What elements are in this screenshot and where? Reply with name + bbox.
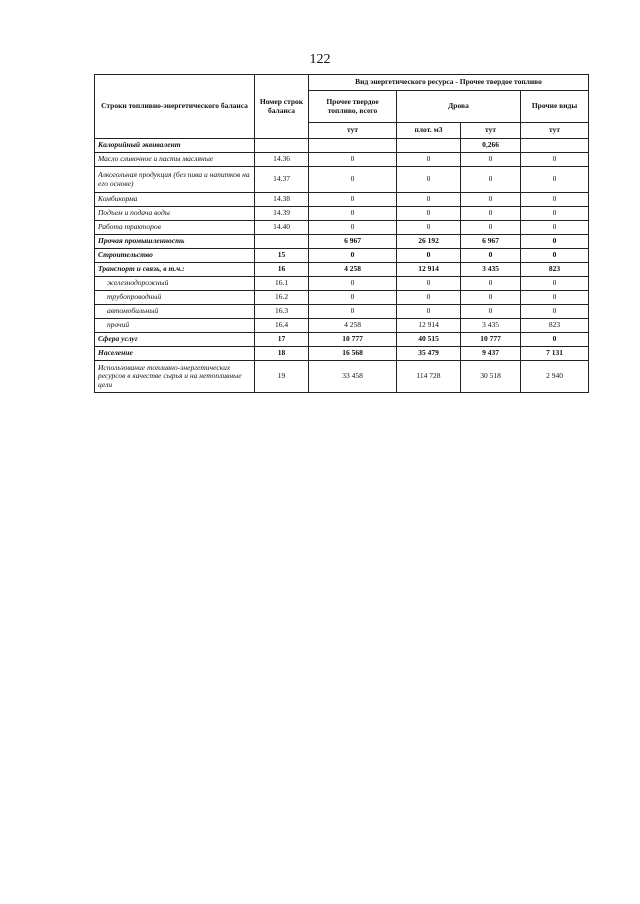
subheader-firewood: Дрова xyxy=(397,91,521,123)
row-name: Население xyxy=(95,347,255,361)
value-total-tut: 10 777 xyxy=(309,333,397,347)
value-total-tut: 0 xyxy=(309,221,397,235)
subheader-total: Прочее твердое топливо, всего xyxy=(309,91,397,123)
value-total-tut: 16 568 xyxy=(309,347,397,361)
resource-header: Вид энергетического ресурса - Прочее твердое топливо xyxy=(309,75,589,91)
table-row xyxy=(95,291,589,305)
value-other-tut: 0 xyxy=(521,153,589,167)
value-total-tut: 0 xyxy=(309,153,397,167)
value-firewood-volume: 0 xyxy=(397,277,461,291)
value-other-tut: 0 xyxy=(521,249,589,263)
value-total-tut: 0 xyxy=(309,291,397,305)
value-firewood-tut: 9 437 xyxy=(461,347,521,361)
row-name: Подъем и подача воды xyxy=(95,207,255,221)
value-firewood-volume: 35 479 xyxy=(397,347,461,361)
table-row xyxy=(95,305,589,319)
value-other-tut: 0 xyxy=(521,221,589,235)
row-name: Алкогольная продукция (без пива и напитков на его основе) xyxy=(95,167,255,193)
value-firewood-tut: 3 435 xyxy=(461,319,521,333)
row-name: автомобильный xyxy=(95,305,255,319)
row-code: 16.2 xyxy=(255,291,309,305)
table-body xyxy=(95,153,589,393)
row-name: Сфера услуг xyxy=(95,333,255,347)
row-name: Строительство xyxy=(95,249,255,263)
value-other-tut: 0 xyxy=(521,167,589,193)
value-other-tut: 0 xyxy=(521,235,589,249)
row-code: 17 xyxy=(255,333,309,347)
row-code: 16 xyxy=(255,263,309,277)
table-row xyxy=(95,207,589,221)
value-firewood-tut: 0 xyxy=(461,305,521,319)
value-total-tut: 0 xyxy=(309,249,397,263)
value-firewood-tut: 0 xyxy=(461,291,521,305)
row-code: 14.37 xyxy=(255,167,309,193)
table-row xyxy=(95,277,589,291)
table-row xyxy=(95,235,589,249)
value-firewood-volume: 0 xyxy=(397,153,461,167)
table-row xyxy=(95,347,589,361)
row-code: 15 xyxy=(255,249,309,263)
unit-firewood-tut: тут xyxy=(461,123,521,139)
column-header-row-names: Строки топливно-энергетического баланса xyxy=(95,75,255,139)
value-firewood-volume: 0 xyxy=(397,221,461,235)
calorific-value: 0,266 xyxy=(461,139,521,153)
row-code: 18 xyxy=(255,347,309,361)
table-row xyxy=(95,263,589,277)
calorific-row xyxy=(95,139,589,153)
row-code: 16.4 xyxy=(255,319,309,333)
row-name: железнодорожный xyxy=(95,277,255,291)
value-firewood-volume: 0 xyxy=(397,305,461,319)
row-code xyxy=(255,235,309,249)
value-total-tut: 0 xyxy=(309,207,397,221)
table-row xyxy=(95,221,589,235)
value-firewood-tut: 30 518 xyxy=(461,361,521,393)
value-total-tut: 4 258 xyxy=(309,263,397,277)
row-code: 16.1 xyxy=(255,277,309,291)
value-firewood-volume: 12 914 xyxy=(397,319,461,333)
value-firewood-tut: 0 xyxy=(461,193,521,207)
value-firewood-tut: 0 xyxy=(461,207,521,221)
value-total-tut: 4 258 xyxy=(309,319,397,333)
value-firewood-tut: 10 777 xyxy=(461,333,521,347)
subheader-other: Прочие виды xyxy=(521,91,589,123)
value-total-tut: 0 xyxy=(309,305,397,319)
table-row xyxy=(95,167,589,193)
calorific-label: Калорийный эквивалент xyxy=(95,139,255,153)
row-code: 14.38 xyxy=(255,193,309,207)
row-name: Прочая промышленность xyxy=(95,235,255,249)
value-firewood-volume: 0 xyxy=(397,249,461,263)
value-total-tut: 0 xyxy=(309,167,397,193)
table-row xyxy=(95,193,589,207)
row-code: 14.36 xyxy=(255,153,309,167)
row-code: 16.3 xyxy=(255,305,309,319)
value-total-tut: 6 967 xyxy=(309,235,397,249)
value-other-tut: 823 xyxy=(521,319,589,333)
value-firewood-tut: 0 xyxy=(461,221,521,235)
table-row xyxy=(95,333,589,347)
value-firewood-volume: 114 728 xyxy=(397,361,461,393)
unit-total: тут xyxy=(309,123,397,139)
value-firewood-tut: 0 xyxy=(461,153,521,167)
row-name: трубопроводный xyxy=(95,291,255,305)
table-row xyxy=(95,249,589,263)
value-other-tut: 0 xyxy=(521,207,589,221)
value-other-tut: 0 xyxy=(521,333,589,347)
value-firewood-tut: 0 xyxy=(461,277,521,291)
row-name: Комбикорма xyxy=(95,193,255,207)
value-firewood-volume: 0 xyxy=(397,193,461,207)
value-other-tut: 823 xyxy=(521,263,589,277)
row-name: Использование топливно-энергетических ресурсов в качестве сырья и на нетопливные цели xyxy=(95,361,255,393)
table-row xyxy=(95,361,589,393)
row-code: 14.40 xyxy=(255,221,309,235)
value-other-tut: 0 xyxy=(521,193,589,207)
value-firewood-volume: 0 xyxy=(397,291,461,305)
row-code: 14.39 xyxy=(255,207,309,221)
value-other-tut: 0 xyxy=(521,291,589,305)
row-name: Транспорт и связь, в т.ч.: xyxy=(95,263,255,277)
value-firewood-volume: 26 192 xyxy=(397,235,461,249)
page-number: 122 xyxy=(309,52,331,67)
value-firewood-volume: 12 914 xyxy=(397,263,461,277)
table-row xyxy=(95,153,589,167)
energy-balance-table xyxy=(94,74,589,393)
value-other-tut: 2 940 xyxy=(521,361,589,393)
value-other-tut: 0 xyxy=(521,277,589,291)
unit-other: тут xyxy=(521,123,589,139)
value-other-tut: 0 xyxy=(521,305,589,319)
value-firewood-volume: 40 515 xyxy=(397,333,461,347)
value-firewood-tut: 0 xyxy=(461,167,521,193)
value-total-tut: 0 xyxy=(309,277,397,291)
value-firewood-tut: 0 xyxy=(461,249,521,263)
value-total-tut: 0 xyxy=(309,193,397,207)
row-code: 19 xyxy=(255,361,309,393)
column-header-row-code: Номер строк баланса xyxy=(255,75,309,139)
value-firewood-tut: 6 967 xyxy=(461,235,521,249)
unit-firewood-volume: плот. м3 xyxy=(397,123,461,139)
row-name: прочий xyxy=(95,319,255,333)
row-name: Масло сливочное и пасты масляные xyxy=(95,153,255,167)
table-row xyxy=(95,319,589,333)
value-firewood-tut: 3 435 xyxy=(461,263,521,277)
value-firewood-volume: 0 xyxy=(397,167,461,193)
row-name: Работа тракторов xyxy=(95,221,255,235)
value-total-tut: 33 458 xyxy=(309,361,397,393)
value-firewood-volume: 0 xyxy=(397,207,461,221)
value-other-tut: 7 131 xyxy=(521,347,589,361)
